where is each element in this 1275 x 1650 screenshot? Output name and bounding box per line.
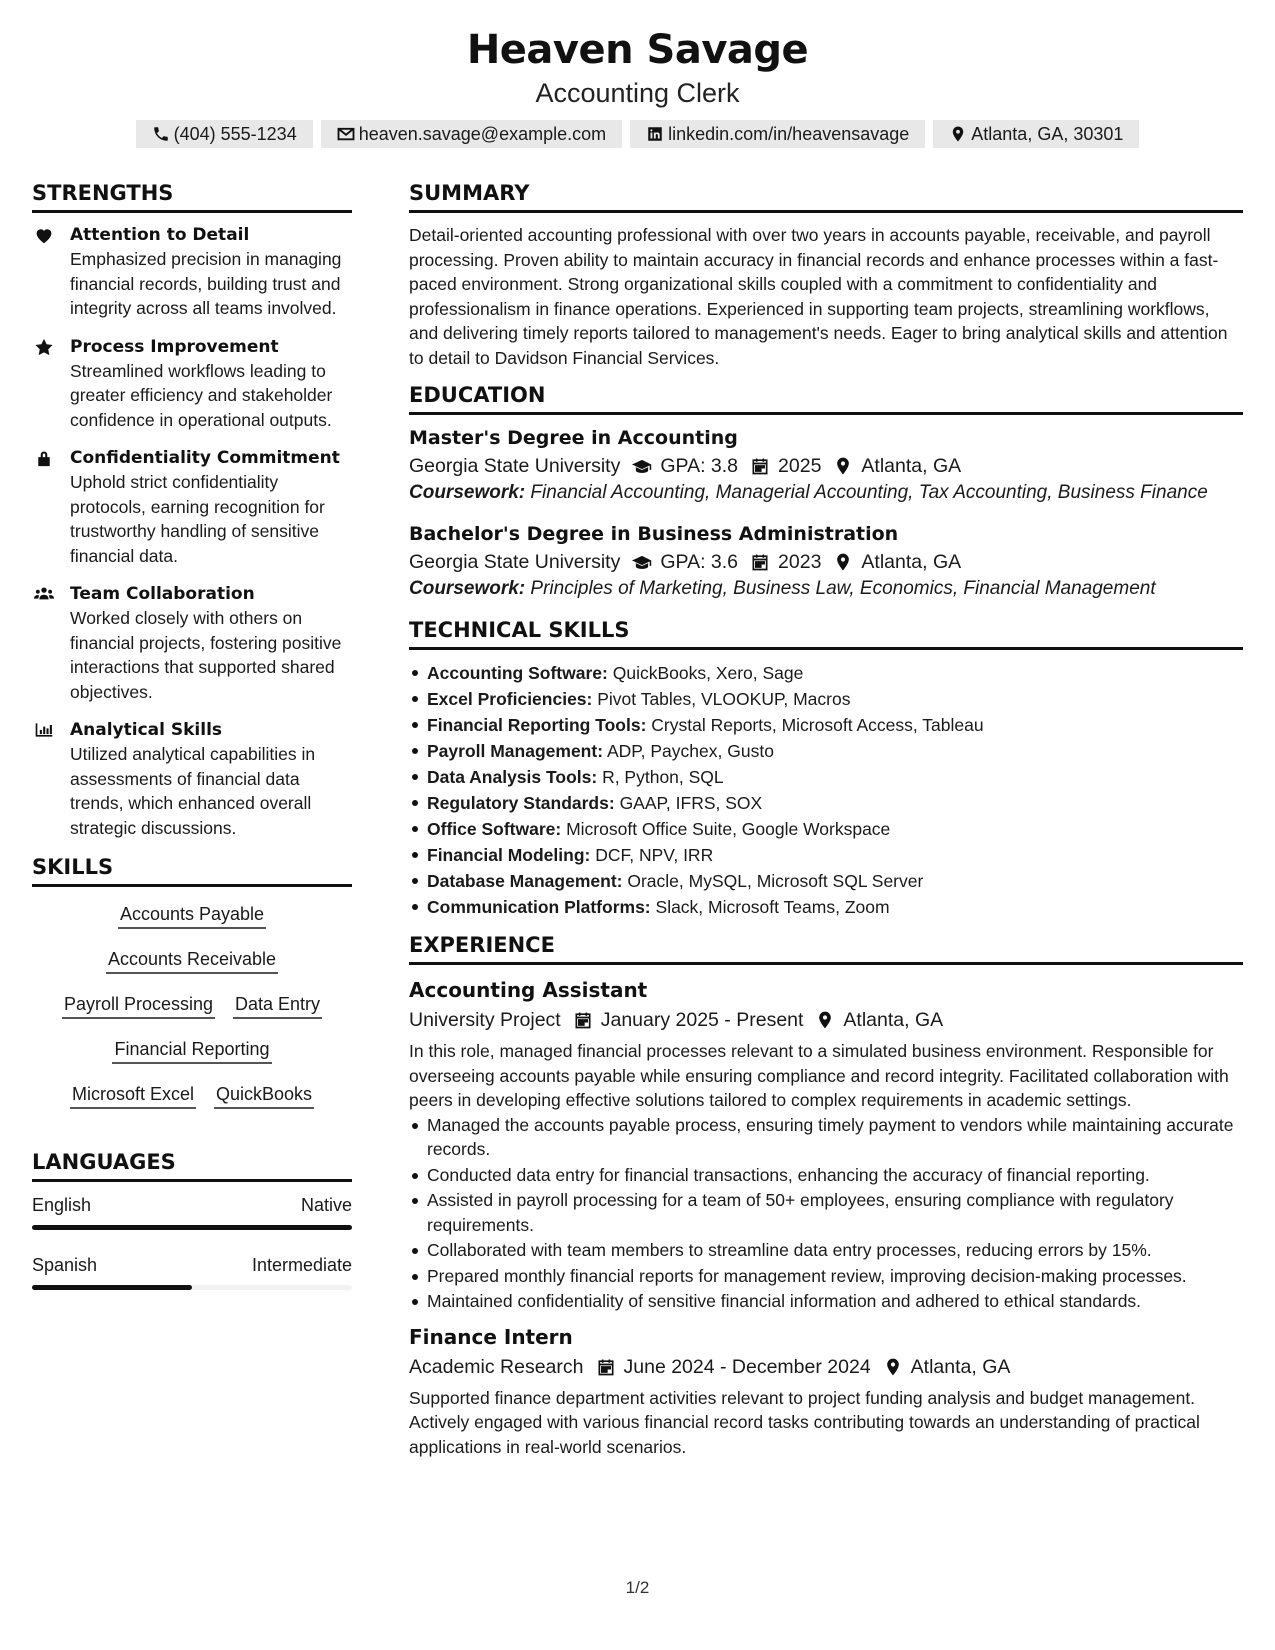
job-role: Finance Intern <box>409 1324 573 1349</box>
technical-skills-list <box>409 660 1243 920</box>
coursework: Coursework: Principles of Marketing, Business Law, Economics, Financial Management <box>409 578 1156 599</box>
list-item: Regulatory Standards: GAAP, IFRS, SOX <box>409 790 1243 816</box>
lock-icon <box>34 449 54 467</box>
job-description: In this role, managed financial processes relevant to a simulated business environment. Responsible for overseeing accounts payable while ensuring compliance and record integrity. Facilitated collaboration with peers in developing effective solutions tailored to complex requirements in academic settings. <box>409 1041 1229 1110</box>
grad-year: 2025 <box>778 455 822 477</box>
phone-icon <box>152 125 170 143</box>
contact-phone: (404) 555-1234 <box>136 120 313 148</box>
users-icon <box>34 585 54 603</box>
grad-year: 2023 <box>778 551 822 573</box>
strength-desc: Utilized analytical capabilities in assessments of financial data trends, which enhanced overall strategic discussions. <box>70 744 316 838</box>
summary-section <box>409 180 1243 370</box>
job-dates: January 2025 - Present <box>600 1009 804 1031</box>
strength-title: Process Improvement <box>70 336 279 357</box>
graduation-cap-icon <box>632 552 652 572</box>
skills-list <box>32 897 352 1109</box>
language-name: English <box>32 1195 92 1215</box>
strength-title: Confidentiality Commitment <box>70 448 340 468</box>
school-name: Georgia State University <box>409 455 621 477</box>
heart-icon <box>34 226 54 244</box>
strength-item <box>32 223 352 321</box>
job-location: Atlanta, GA <box>843 1009 944 1031</box>
list-item: Assisted in payroll processing for a team of 50+ employees, ensuring compliance with regulatory requirements. <box>409 1188 1243 1237</box>
envelope-icon <box>337 125 355 143</box>
star-icon <box>34 338 54 356</box>
language-bar <box>32 1285 352 1290</box>
language-item <box>32 1252 352 1290</box>
experience-title: EXPERIENCE <box>409 932 1243 965</box>
strength-title: Team Collaboration <box>70 584 255 604</box>
list-item: Communication Platforms: Slack, Microsoft Teams, Zoom <box>409 894 1243 920</box>
contact-location: Atlanta, GA, 30301 <box>933 120 1139 148</box>
degree-title: Bachelor's Degree in Business Administration <box>409 523 899 545</box>
contact-bar <box>0 120 1275 148</box>
right-column <box>409 180 1243 1471</box>
skill-tag: Accounts Payable <box>118 901 266 929</box>
language-bar-fill <box>32 1225 352 1230</box>
language-level: Intermediate <box>251 1255 352 1275</box>
strength-desc: Emphasized precision in managing financial records, building trust and integrity across all teams involved. <box>70 249 342 318</box>
calendar-icon <box>750 456 770 476</box>
calendar-icon <box>596 1357 616 1377</box>
edu-location: Atlanta, GA <box>861 551 962 573</box>
list-item: Office Software: Microsoft Office Suite, Google Workspace <box>409 816 1243 842</box>
calendar-icon <box>750 552 770 572</box>
education-section <box>409 382 1243 601</box>
left-column <box>32 180 352 1312</box>
language-bar <box>32 1225 352 1230</box>
list-item: Prepared monthly financial reports for management review, improving decision-making processes. <box>409 1264 1243 1289</box>
contact-linkedin[interactable]: linkedin.com/in/heavensavage <box>630 120 925 148</box>
calendar-icon <box>573 1010 593 1030</box>
experience-item <box>409 975 1243 1314</box>
list-item: Maintained confidentiality of sensitive financial information and adhered to ethical standards. <box>409 1289 1243 1314</box>
map-pin-icon <box>949 125 967 143</box>
strength-title: Attention to Detail <box>70 225 250 245</box>
list-item: Collaborated with team members to streamline data entry processes, reducing errors by 15%. <box>409 1238 1243 1263</box>
strength-title: Analytical Skills <box>70 720 223 740</box>
education-item <box>409 521 1243 601</box>
strength-item <box>32 335 352 433</box>
gpa: GPA: 3.8 <box>660 455 739 477</box>
job-description: Supported finance department activities relevant to project funding analysis and budget management. Actively engaged with various financial record tasks contributing towards an understanding of practical applications in real-world scenarios. <box>409 1387 1200 1457</box>
job-org: University Project <box>409 1009 561 1031</box>
skill-tag: Financial Reporting <box>112 1036 271 1064</box>
map-pin-icon <box>883 1357 903 1377</box>
technical-skills-title: TECHNICAL SKILLS <box>409 617 1243 650</box>
coursework: Coursework: Financial Accounting, Managerial Accounting, Tax Accounting, Business Finance <box>409 482 1208 503</box>
list-item: Payroll Management: ADP, Paychex, Gusto <box>409 738 1243 764</box>
strength-desc: Worked closely with others on financial projects, fostering positive interactions that supported shared objectives. <box>70 608 342 702</box>
summary-title: SUMMARY <box>409 180 1243 213</box>
list-item: Conducted data entry for financial transactions, enhancing the accuracy of financial reporting. <box>409 1163 1243 1188</box>
languages-title: LANGUAGES <box>32 1149 352 1182</box>
experience-section <box>409 932 1243 1459</box>
resume-header <box>0 24 1275 148</box>
technical-skills-section <box>409 617 1243 920</box>
chart-bar-icon <box>34 721 54 739</box>
list-item: Accounting Software: QuickBooks, Xero, Sage <box>409 660 1243 686</box>
skills-title: SKILLS <box>32 854 352 887</box>
degree-title: Master's Degree in Accounting <box>409 427 738 449</box>
school-name: Georgia State University <box>409 551 621 573</box>
list-item: Database Management: Oracle, MySQL, Microsoft SQL Server <box>409 868 1243 894</box>
skill-tag: QuickBooks <box>214 1081 314 1109</box>
education-title: EDUCATION <box>409 382 1243 415</box>
map-pin-icon <box>833 552 853 572</box>
map-pin-icon <box>833 456 853 476</box>
job-dates: June 2024 - December 2024 <box>623 1355 871 1378</box>
strength-desc: Uphold strict confidentiality protocols, earning recognition for trustworthy handling of sensitive financial data. <box>70 472 325 566</box>
job-location: Atlanta, GA <box>910 1355 1011 1378</box>
summary-text: Detail-oriented accounting professional with over two years in accounts payable, receivable, and payroll processing. Proven ability to maintain accuracy in financial records and enhance processes within a fast-paced environment. Strong organizational skills coupled with a commitment to confidentiality and professionalism in finance operations. Experienced in supporting team projects, streamlining workflows, and delivering timely reports tailored to management's needs. Eager to bring analytical skills and attention to detail to Davidson Financial Services. <box>409 225 1228 368</box>
list-item: Managed the accounts payable process, ensuring timely payment to vendors while maintaining accurate records. <box>409 1113 1243 1162</box>
job-title: Accounting Clerk <box>535 78 740 108</box>
language-bar-fill <box>32 1285 192 1290</box>
gpa: GPA: 3.6 <box>660 551 739 573</box>
skill-tag: Data Entry <box>233 991 322 1019</box>
language-item <box>32 1192 352 1230</box>
edu-location: Atlanta, GA <box>861 455 962 477</box>
skill-tag: Payroll Processing <box>62 991 215 1019</box>
job-bullets <box>409 1113 1243 1314</box>
skill-tag: Accounts Receivable <box>106 946 278 974</box>
language-level: Native <box>300 1195 352 1215</box>
strength-item <box>32 446 352 568</box>
strength-item <box>32 582 352 704</box>
page-number: 1/2 <box>625 1578 650 1597</box>
list-item: Excel Proficiencies: Pivot Tables, VLOOKUP, Macros <box>409 686 1243 712</box>
skill-tag: Microsoft Excel <box>70 1081 196 1109</box>
job-org: Academic Research <box>409 1355 584 1378</box>
list-item: Data Analysis Tools: R, Python, SQL <box>409 764 1243 790</box>
contact-email[interactable]: heaven.savage@example.com <box>321 120 622 148</box>
list-item: Financial Modeling: DCF, NPV, IRR <box>409 842 1243 868</box>
language-name: Spanish <box>32 1255 98 1275</box>
education-item <box>409 425 1243 505</box>
list-item: Financial Reporting Tools: Crystal Reports, Microsoft Access, Tableau <box>409 712 1243 738</box>
linkedin-icon <box>646 125 664 143</box>
strength-desc: Streamlined workflows leading to greater efficiency and stakeholder confidence in operational outputs. <box>70 360 333 430</box>
job-role: Accounting Assistant <box>409 978 648 1002</box>
map-pin-icon <box>815 1010 835 1030</box>
strength-item <box>32 718 352 840</box>
experience-item <box>409 1322 1243 1460</box>
graduation-cap-icon <box>632 456 652 476</box>
strengths-title: STRENGTHS <box>32 180 352 213</box>
candidate-name: Heaven Savage <box>466 27 809 73</box>
